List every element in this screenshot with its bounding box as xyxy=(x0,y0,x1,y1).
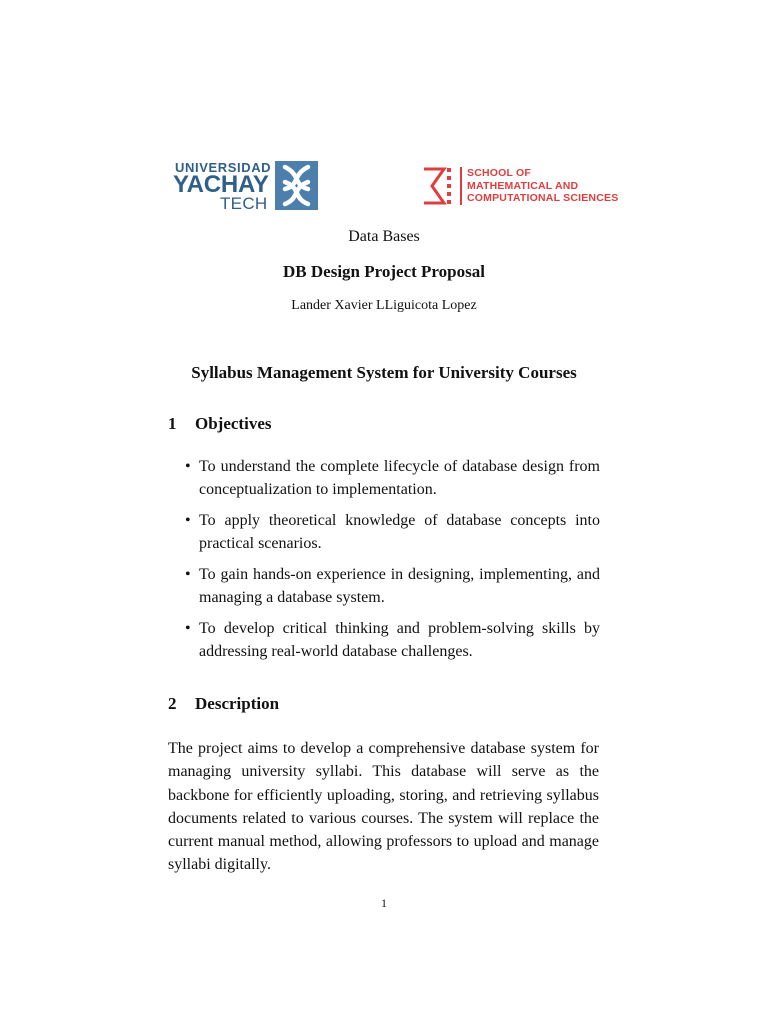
section-heading-objectives xyxy=(168,414,271,434)
section-number: 1 xyxy=(168,414,177,433)
section-heading-description xyxy=(168,694,279,714)
smcs-wordmark xyxy=(467,167,618,205)
yachay-tech-logo xyxy=(172,158,318,212)
logo-school-of-text: SCHOOL OF xyxy=(467,167,532,179)
sigma-icon xyxy=(420,165,454,207)
course-name: Data Bases xyxy=(348,228,420,245)
section-title: Description xyxy=(195,694,280,713)
list-item: • To develop critical thinking and problem-solving skills by addressing real-world database challenges. xyxy=(185,618,600,663)
document-title: DB Design Project Proposal xyxy=(283,262,485,281)
page-number: 1 xyxy=(381,896,387,910)
yachay-dna-icon xyxy=(275,161,318,210)
logo-tech-text: TECH xyxy=(220,194,268,213)
logo-universidad-text: UNIVERSIDAD xyxy=(175,160,272,175)
section-title: Objectives xyxy=(195,414,272,433)
objectives-list xyxy=(185,456,600,672)
smcs-logo xyxy=(420,163,619,207)
project-title: Syllabus Management System for University Courses xyxy=(191,363,577,382)
list-item: • To understand the complete lifecycle of database design from conceptualization to implementation. xyxy=(185,456,600,501)
list-item: • To apply theoretical knowledge of database concepts into practical scenarios. xyxy=(185,510,600,555)
description-paragraph: The project aims to develop a comprehensive database system for managing university syllabi. This database will serve as the backbone for efficiently uploading, storing, and retrieving syllabus documents related to various courses. The system will replace the current manual method, allowing professors to upload and manage syllabi digitally. xyxy=(168,740,599,874)
yachay-tech-wordmark xyxy=(172,158,282,212)
logo-divider xyxy=(460,167,462,205)
list-item: • To gain hands-on experience in designing, implementing, and managing a database system. xyxy=(185,564,600,609)
section-number: 2 xyxy=(168,694,177,713)
logo-mathematical-text: MATHEMATICAL AND xyxy=(467,179,579,192)
logo-computational-text: COMPUTATIONAL SCIENCES xyxy=(467,192,619,204)
logo-yachay-text: YACHAY xyxy=(173,171,269,198)
author-name: Lander Xavier LLiguicota Lopez xyxy=(291,298,477,313)
